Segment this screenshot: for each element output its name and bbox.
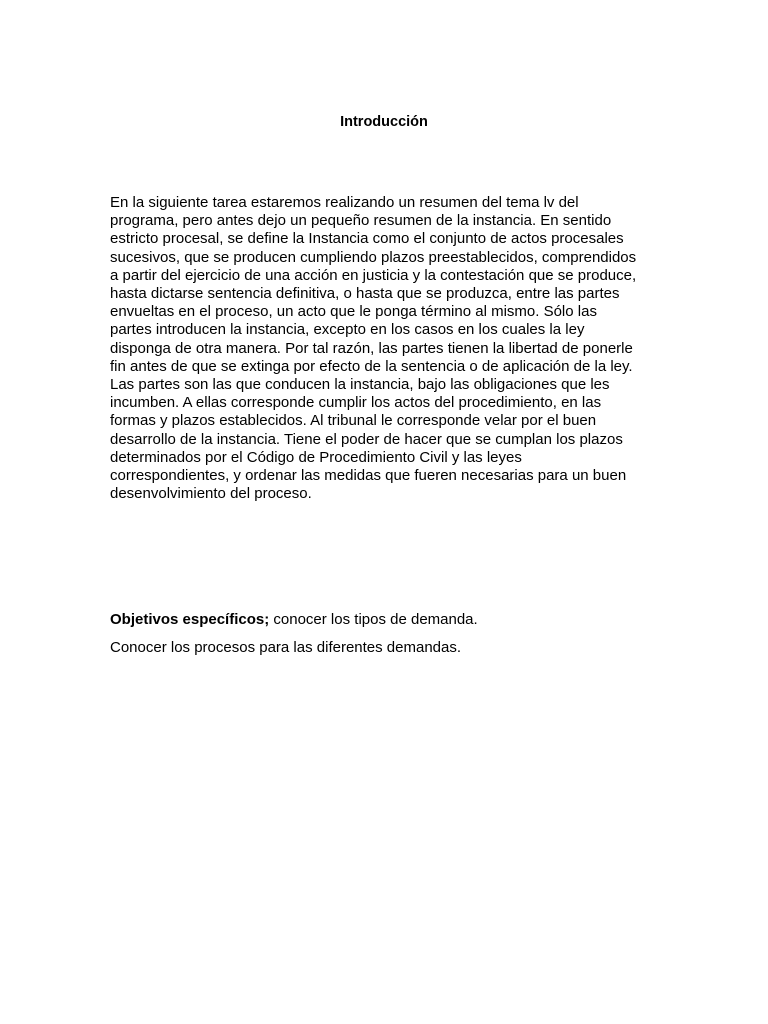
paragraph-line: correspondientes, y ordenar las medidas que fueren necesarias para un buen	[110, 467, 627, 485]
paragraph-line: estricto procesal, se define la Instancia como el conjunto de actos procesales	[110, 230, 624, 248]
paragraph-line: partes introducen la instancia, excepto en los casos en los cuales la ley	[110, 321, 585, 339]
paragraph-line: formas y plazos establecidos. Al tribunal le corresponde velar por el buen	[110, 412, 597, 430]
paragraph-line: determinados por el Código de Procedimiento Civil y las leyes	[110, 448, 522, 466]
paragraph-line: desarrollo de la instancia. Tiene el poder de hacer que se cumplan los plazos	[110, 430, 623, 448]
paragraph-line: a partir del ejercicio de una acción en justicia y la contestación que se produce,	[110, 266, 637, 284]
objectives-text: conocer los tipos de demanda.	[269, 611, 478, 628]
paragraph-line: En la siguiente tarea estaremos realizando un resumen del tema lv del	[110, 194, 579, 211]
specific-objectives	[110, 611, 670, 629]
paragraph-line: envueltas en el proceso, un acto que le ponga término al mismo. Sólo las	[110, 303, 597, 321]
paragraph-line: Las partes son las que conducen la instancia, bajo las obligaciones que les	[110, 376, 610, 394]
page-title: Introducción	[340, 114, 428, 130]
paragraph-line: sucesivos, que se producen cumpliendo plazos preestablecidos, comprendidos	[110, 248, 637, 266]
paragraph-line: disponga de otra manera. Por tal razón, las partes tienen la libertad de ponerle	[110, 339, 633, 357]
paragraph-line: programa, pero antes dejo un pequeño resumen de la instancia. En sentido	[110, 212, 612, 230]
introduction-paragraph	[110, 194, 658, 503]
paragraph-line: fin antes de que se extinga por efecto de la sentencia o de aplicación de la ley.	[110, 357, 633, 375]
paragraph-line: incumben. A ellas corresponde cumplir los actos del procedimiento, en las	[110, 394, 602, 412]
second-objective: Conocer los procesos para las diferentes demandas.	[110, 639, 462, 656]
paragraph-line: desenvolvimiento del proceso.	[110, 485, 312, 503]
paragraph-line: hasta dictarse sentencia definitiva, o hasta que se produzca, entre las partes	[110, 285, 620, 303]
objectives-label: Objetivos específicos;	[110, 611, 270, 628]
